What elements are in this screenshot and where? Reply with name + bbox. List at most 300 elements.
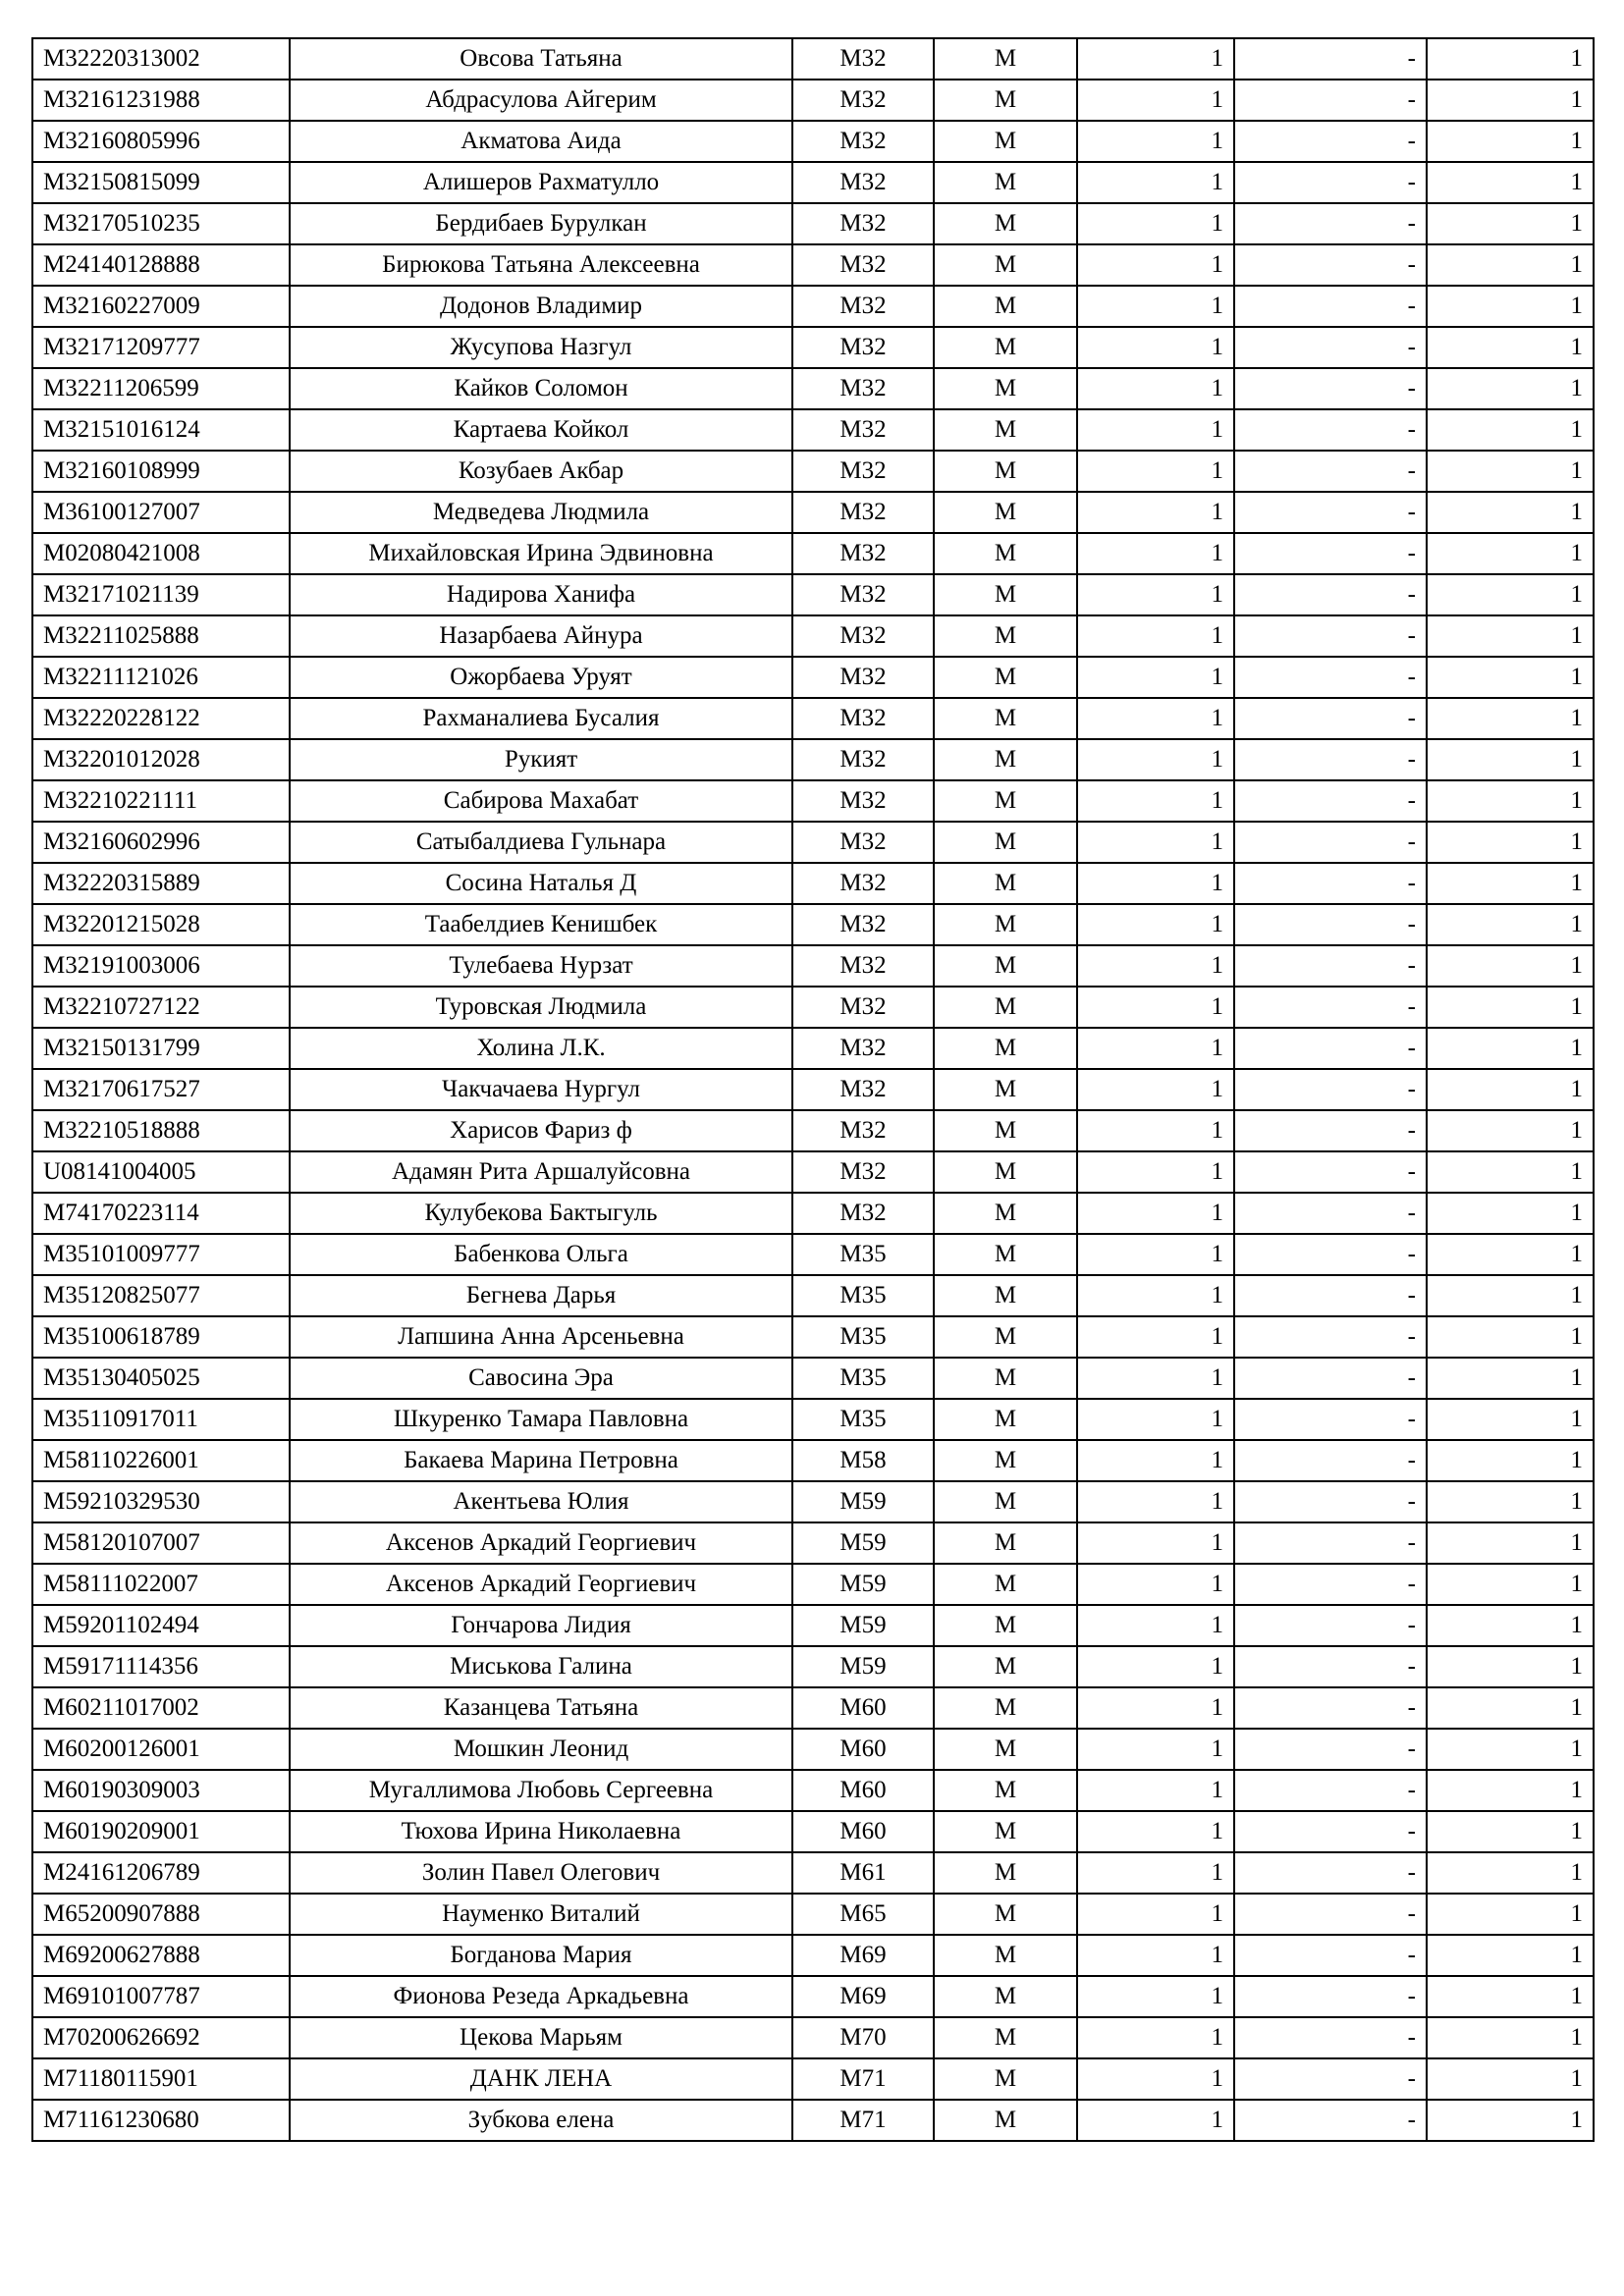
row-code-cell: M35100618789 (32, 1316, 290, 1358)
row-sex-cell: M (934, 615, 1077, 657)
row-group-cell: M35 (792, 1316, 934, 1358)
row-dash-cell: - (1234, 739, 1427, 780)
table-row (32, 1564, 1594, 1605)
row-sex-cell: M (934, 1275, 1077, 1316)
row-dash-cell: - (1234, 286, 1427, 327)
table-row (32, 1687, 1594, 1729)
row-total-cell: 1 (1427, 1028, 1594, 1069)
row-count-cell: 1 (1077, 162, 1234, 203)
row-sex-cell: M (934, 203, 1077, 244)
row-total-cell: 1 (1427, 1564, 1594, 1605)
row-total-cell: 1 (1427, 1316, 1594, 1358)
table-row (32, 1976, 1594, 2017)
row-code-cell: M24140128888 (32, 244, 290, 286)
row-code-cell: M32210221111 (32, 780, 290, 822)
row-count-cell: 1 (1077, 1440, 1234, 1481)
row-code-cell: M32210727122 (32, 987, 290, 1028)
row-code-cell: M60200126001 (32, 1729, 290, 1770)
row-group-cell: M59 (792, 1522, 934, 1564)
row-sex-cell: M (934, 739, 1077, 780)
row-code-cell: M32170510235 (32, 203, 290, 244)
row-total-cell: 1 (1427, 904, 1594, 945)
row-group-cell: M32 (792, 822, 934, 863)
row-sex-cell: M (934, 657, 1077, 698)
row-total-cell: 1 (1427, 987, 1594, 1028)
table-row (32, 1358, 1594, 1399)
row-total-cell: 1 (1427, 1275, 1594, 1316)
row-count-cell: 1 (1077, 38, 1234, 80)
row-sex-cell: M (934, 1687, 1077, 1729)
row-count-cell: 1 (1077, 945, 1234, 987)
row-count-cell: 1 (1077, 1729, 1234, 1770)
row-total-cell: 1 (1427, 1770, 1594, 1811)
row-sex-cell: M (934, 1646, 1077, 1687)
table-row (32, 1729, 1594, 1770)
row-dash-cell: - (1234, 1275, 1427, 1316)
row-code-cell: M35120825077 (32, 1275, 290, 1316)
row-name-cell: Тюхова Ирина Николаевна (290, 1811, 792, 1852)
row-name-cell: Богданова Мария (290, 1935, 792, 1976)
row-name-cell: Жусупова Назгул (290, 327, 792, 368)
row-name-cell: Зубкова елена (290, 2100, 792, 2141)
table-row (32, 1069, 1594, 1110)
row-total-cell: 1 (1427, 1234, 1594, 1275)
row-name-cell: Додонов Владимир (290, 286, 792, 327)
row-group-cell: M32 (792, 286, 934, 327)
row-group-cell: M71 (792, 2058, 934, 2100)
row-group-cell: M32 (792, 492, 934, 533)
row-code-cell: M02080421008 (32, 533, 290, 574)
row-total-cell: 1 (1427, 162, 1594, 203)
table-row (32, 162, 1594, 203)
row-dash-cell: - (1234, 1811, 1427, 1852)
row-sex-cell: M (934, 945, 1077, 987)
row-sex-cell: M (934, 1110, 1077, 1151)
row-count-cell: 1 (1077, 1811, 1234, 1852)
row-count-cell: 1 (1077, 1770, 1234, 1811)
row-code-cell: M35101009777 (32, 1234, 290, 1275)
row-dash-cell: - (1234, 1935, 1427, 1976)
row-total-cell: 1 (1427, 698, 1594, 739)
row-code-cell: M32160602996 (32, 822, 290, 863)
row-sex-cell: M (934, 1316, 1077, 1358)
row-dash-cell: - (1234, 1729, 1427, 1770)
row-name-cell: Аксенов Аркадий Георгиевич (290, 1564, 792, 1605)
row-count-cell: 1 (1077, 1234, 1234, 1275)
row-group-cell: M70 (792, 2017, 934, 2058)
row-count-cell: 1 (1077, 2017, 1234, 2058)
row-name-cell: Алишеров Рахматулло (290, 162, 792, 203)
row-sex-cell: M (934, 1481, 1077, 1522)
row-dash-cell: - (1234, 492, 1427, 533)
row-count-cell: 1 (1077, 987, 1234, 1028)
row-group-cell: M32 (792, 1069, 934, 1110)
row-group-cell: M32 (792, 244, 934, 286)
row-sex-cell: M (934, 1193, 1077, 1234)
row-dash-cell: - (1234, 1646, 1427, 1687)
row-count-cell: 1 (1077, 1522, 1234, 1564)
row-name-cell: Цекова Марьям (290, 2017, 792, 2058)
row-code-cell: M32220313002 (32, 38, 290, 80)
row-sex-cell: M (934, 780, 1077, 822)
row-name-cell: Сатыбалдиева Гульнара (290, 822, 792, 863)
row-count-cell: 1 (1077, 904, 1234, 945)
table-body (32, 38, 1594, 2141)
row-sex-cell: M (934, 80, 1077, 121)
row-total-cell: 1 (1427, 780, 1594, 822)
row-count-cell: 1 (1077, 615, 1234, 657)
row-sex-cell: M (934, 451, 1077, 492)
row-code-cell: U08141004005 (32, 1151, 290, 1193)
row-total-cell: 1 (1427, 533, 1594, 574)
row-sex-cell: M (934, 1399, 1077, 1440)
row-name-cell: Тулебаева Нурзат (290, 945, 792, 987)
row-dash-cell: - (1234, 1316, 1427, 1358)
row-group-cell: M32 (792, 533, 934, 574)
row-code-cell: M32211025888 (32, 615, 290, 657)
row-sex-cell: M (934, 1069, 1077, 1110)
row-sex-cell: M (934, 533, 1077, 574)
row-count-cell: 1 (1077, 1646, 1234, 1687)
row-total-cell: 1 (1427, 1729, 1594, 1770)
row-group-cell: M35 (792, 1234, 934, 1275)
row-name-cell: Абдрасулова Айгерим (290, 80, 792, 121)
row-name-cell: Медведева Людмила (290, 492, 792, 533)
row-name-cell: Золин Павел Олегович (290, 1852, 792, 1894)
row-group-cell: M71 (792, 2100, 934, 2141)
row-sex-cell: M (934, 1894, 1077, 1935)
row-total-cell: 1 (1427, 615, 1594, 657)
table-row (32, 615, 1594, 657)
row-name-cell: Бердибаев Бурулкан (290, 203, 792, 244)
table-row (32, 2100, 1594, 2141)
row-group-cell: M32 (792, 121, 934, 162)
row-sex-cell: M (934, 1440, 1077, 1481)
table-row (32, 1522, 1594, 1564)
row-count-cell: 1 (1077, 327, 1234, 368)
row-group-cell: M59 (792, 1564, 934, 1605)
row-name-cell: Рукият (290, 739, 792, 780)
row-code-cell: M32201215028 (32, 904, 290, 945)
row-count-cell: 1 (1077, 1935, 1234, 1976)
table-row (32, 2017, 1594, 2058)
row-name-cell: Харисов Фариз ф (290, 1110, 792, 1151)
row-count-cell: 1 (1077, 2058, 1234, 2100)
row-group-cell: M32 (792, 1028, 934, 1069)
table-row (32, 451, 1594, 492)
row-code-cell: M24161206789 (32, 1852, 290, 1894)
row-count-cell: 1 (1077, 533, 1234, 574)
row-dash-cell: - (1234, 203, 1427, 244)
row-code-cell: M59210329530 (32, 1481, 290, 1522)
row-name-cell: Аксенов Аркадий Георгиевич (290, 1522, 792, 1564)
row-sex-cell: M (934, 1605, 1077, 1646)
row-count-cell: 1 (1077, 80, 1234, 121)
table-row (32, 1770, 1594, 1811)
row-sex-cell: M (934, 2058, 1077, 2100)
row-group-cell: M60 (792, 1687, 934, 1729)
row-count-cell: 1 (1077, 286, 1234, 327)
row-group-cell: M32 (792, 38, 934, 80)
row-dash-cell: - (1234, 80, 1427, 121)
row-total-cell: 1 (1427, 80, 1594, 121)
row-code-cell: M32160227009 (32, 286, 290, 327)
row-dash-cell: - (1234, 863, 1427, 904)
row-total-cell: 1 (1427, 1687, 1594, 1729)
row-group-cell: M59 (792, 1481, 934, 1522)
row-sex-cell: M (934, 863, 1077, 904)
row-dash-cell: - (1234, 945, 1427, 987)
row-code-cell: M32161231988 (32, 80, 290, 121)
row-dash-cell: - (1234, 1193, 1427, 1234)
row-code-cell: M32191003006 (32, 945, 290, 987)
row-code-cell: M32201012028 (32, 739, 290, 780)
row-code-cell: M71161230680 (32, 2100, 290, 2141)
row-total-cell: 1 (1427, 1811, 1594, 1852)
row-sex-cell: M (934, 1770, 1077, 1811)
row-sex-cell: M (934, 1522, 1077, 1564)
table-row (32, 739, 1594, 780)
row-dash-cell: - (1234, 1110, 1427, 1151)
row-group-cell: M58 (792, 1440, 934, 1481)
row-total-cell: 1 (1427, 1852, 1594, 1894)
row-code-cell: M32170617527 (32, 1069, 290, 1110)
row-sex-cell: M (934, 2017, 1077, 2058)
row-code-cell: M32211206599 (32, 368, 290, 409)
row-code-cell: M59171114356 (32, 1646, 290, 1687)
row-count-cell: 1 (1077, 1028, 1234, 1069)
row-count-cell: 1 (1077, 1275, 1234, 1316)
row-total-cell: 1 (1427, 1358, 1594, 1399)
row-name-cell: Сосина Наталья Д (290, 863, 792, 904)
row-count-cell: 1 (1077, 780, 1234, 822)
row-total-cell: 1 (1427, 1522, 1594, 1564)
row-code-cell: M69101007787 (32, 1976, 290, 2017)
table-row (32, 987, 1594, 1028)
row-dash-cell: - (1234, 1234, 1427, 1275)
row-count-cell: 1 (1077, 1976, 1234, 2017)
table-row (32, 698, 1594, 739)
row-total-cell: 1 (1427, 945, 1594, 987)
row-code-cell: M58111022007 (32, 1564, 290, 1605)
row-dash-cell: - (1234, 38, 1427, 80)
row-code-cell: M32150131799 (32, 1028, 290, 1069)
row-group-cell: M32 (792, 451, 934, 492)
row-name-cell: Акентьева Юлия (290, 1481, 792, 1522)
row-code-cell: M69200627888 (32, 1935, 290, 1976)
row-name-cell: Науменко Виталий (290, 1894, 792, 1935)
row-count-cell: 1 (1077, 121, 1234, 162)
row-count-cell: 1 (1077, 822, 1234, 863)
table-row (32, 1234, 1594, 1275)
row-code-cell: M60211017002 (32, 1687, 290, 1729)
row-dash-cell: - (1234, 1976, 1427, 2017)
row-dash-cell: - (1234, 1564, 1427, 1605)
table-row (32, 2058, 1594, 2100)
row-count-cell: 1 (1077, 1564, 1234, 1605)
table-row (32, 822, 1594, 863)
row-group-cell: M65 (792, 1894, 934, 1935)
row-total-cell: 1 (1427, 451, 1594, 492)
row-name-cell: Холина Л.К. (290, 1028, 792, 1069)
row-name-cell: Акматова Аида (290, 121, 792, 162)
row-total-cell: 1 (1427, 203, 1594, 244)
row-name-cell: Чакчачаева Нургул (290, 1069, 792, 1110)
row-dash-cell: - (1234, 2100, 1427, 2141)
row-sex-cell: M (934, 368, 1077, 409)
row-dash-cell: - (1234, 368, 1427, 409)
row-total-cell: 1 (1427, 244, 1594, 286)
row-sex-cell: M (934, 1234, 1077, 1275)
row-count-cell: 1 (1077, 1151, 1234, 1193)
row-dash-cell: - (1234, 533, 1427, 574)
row-dash-cell: - (1234, 1522, 1427, 1564)
row-name-cell: Лапшина Анна Арсеньевна (290, 1316, 792, 1358)
table-row (32, 1110, 1594, 1151)
row-code-cell: M35130405025 (32, 1358, 290, 1399)
row-sex-cell: M (934, 574, 1077, 615)
table-row (32, 1151, 1594, 1193)
row-group-cell: M60 (792, 1770, 934, 1811)
row-group-cell: M32 (792, 574, 934, 615)
row-name-cell: Михайловская Ирина Эдвиновна (290, 533, 792, 574)
row-code-cell: M32151016124 (32, 409, 290, 451)
row-sex-cell: M (934, 1976, 1077, 2017)
row-sex-cell: M (934, 244, 1077, 286)
row-total-cell: 1 (1427, 492, 1594, 533)
row-group-cell: M32 (792, 739, 934, 780)
row-code-cell: M32171209777 (32, 327, 290, 368)
row-dash-cell: - (1234, 162, 1427, 203)
row-name-cell: Назарбаева Айнура (290, 615, 792, 657)
row-name-cell: Ожорбаева Уруят (290, 657, 792, 698)
row-name-cell: Мугаллимова Любовь Сергеевна (290, 1770, 792, 1811)
row-total-cell: 1 (1427, 2100, 1594, 2141)
row-group-cell: M32 (792, 863, 934, 904)
row-group-cell: M35 (792, 1399, 934, 1440)
row-count-cell: 1 (1077, 1399, 1234, 1440)
table-row (32, 368, 1594, 409)
row-count-cell: 1 (1077, 451, 1234, 492)
row-dash-cell: - (1234, 327, 1427, 368)
row-count-cell: 1 (1077, 1110, 1234, 1151)
row-code-cell: M32210518888 (32, 1110, 290, 1151)
row-name-cell: Адамян Рита Аршалуйсовна (290, 1151, 792, 1193)
table-row (32, 574, 1594, 615)
row-group-cell: M32 (792, 615, 934, 657)
table-row (32, 244, 1594, 286)
row-group-cell: M32 (792, 1193, 934, 1234)
row-code-cell: M32160805996 (32, 121, 290, 162)
row-count-cell: 1 (1077, 1193, 1234, 1234)
row-count-cell: 1 (1077, 1069, 1234, 1110)
row-group-cell: M32 (792, 698, 934, 739)
row-group-cell: M32 (792, 327, 934, 368)
row-sex-cell: M (934, 38, 1077, 80)
table-row (32, 1935, 1594, 1976)
row-group-cell: M35 (792, 1358, 934, 1399)
row-group-cell: M60 (792, 1811, 934, 1852)
table-row (32, 121, 1594, 162)
row-group-cell: M32 (792, 657, 934, 698)
table-row (32, 657, 1594, 698)
row-code-cell: M71180115901 (32, 2058, 290, 2100)
table-row (32, 1852, 1594, 1894)
row-total-cell: 1 (1427, 2017, 1594, 2058)
row-code-cell: M32220228122 (32, 698, 290, 739)
row-count-cell: 1 (1077, 1316, 1234, 1358)
row-sex-cell: M (934, 409, 1077, 451)
row-count-cell: 1 (1077, 1894, 1234, 1935)
row-name-cell: Туровская Людмила (290, 987, 792, 1028)
row-group-cell: M61 (792, 1852, 934, 1894)
row-total-cell: 1 (1427, 1605, 1594, 1646)
row-dash-cell: - (1234, 121, 1427, 162)
row-total-cell: 1 (1427, 1069, 1594, 1110)
row-count-cell: 1 (1077, 368, 1234, 409)
row-total-cell: 1 (1427, 286, 1594, 327)
row-count-cell: 1 (1077, 739, 1234, 780)
row-code-cell: M32160108999 (32, 451, 290, 492)
row-dash-cell: - (1234, 1358, 1427, 1399)
table-row (32, 492, 1594, 533)
row-total-cell: 1 (1427, 657, 1594, 698)
row-group-cell: M32 (792, 1110, 934, 1151)
row-count-cell: 1 (1077, 203, 1234, 244)
row-dash-cell: - (1234, 1399, 1427, 1440)
row-name-cell: Бегнева Дарья (290, 1275, 792, 1316)
row-total-cell: 1 (1427, 1399, 1594, 1440)
row-code-cell: M58120107007 (32, 1522, 290, 1564)
row-count-cell: 1 (1077, 244, 1234, 286)
row-code-cell: M74170223114 (32, 1193, 290, 1234)
row-dash-cell: - (1234, 698, 1427, 739)
row-group-cell: M32 (792, 80, 934, 121)
row-code-cell: M35110917011 (32, 1399, 290, 1440)
table-row (32, 1481, 1594, 1522)
table-row (32, 1894, 1594, 1935)
row-code-cell: M32171021139 (32, 574, 290, 615)
table-row (32, 533, 1594, 574)
row-group-cell: M32 (792, 203, 934, 244)
table-row (32, 80, 1594, 121)
row-group-cell: M69 (792, 1935, 934, 1976)
row-sex-cell: M (934, 492, 1077, 533)
row-dash-cell: - (1234, 1852, 1427, 1894)
row-total-cell: 1 (1427, 121, 1594, 162)
row-sex-cell: M (934, 987, 1077, 1028)
table-row (32, 286, 1594, 327)
row-code-cell: M60190309003 (32, 1770, 290, 1811)
row-dash-cell: - (1234, 1481, 1427, 1522)
row-total-cell: 1 (1427, 739, 1594, 780)
row-group-cell: M32 (792, 162, 934, 203)
row-count-cell: 1 (1077, 2100, 1234, 2141)
row-dash-cell: - (1234, 615, 1427, 657)
row-dash-cell: - (1234, 1894, 1427, 1935)
table-row (32, 904, 1594, 945)
row-count-cell: 1 (1077, 1481, 1234, 1522)
row-total-cell: 1 (1427, 822, 1594, 863)
row-total-cell: 1 (1427, 1440, 1594, 1481)
row-group-cell: M32 (792, 904, 934, 945)
row-dash-cell: - (1234, 574, 1427, 615)
row-total-cell: 1 (1427, 368, 1594, 409)
row-total-cell: 1 (1427, 38, 1594, 80)
row-name-cell: Овсова Татьяна (290, 38, 792, 80)
row-sex-cell: M (934, 698, 1077, 739)
row-name-cell: Гончарова Лидия (290, 1605, 792, 1646)
